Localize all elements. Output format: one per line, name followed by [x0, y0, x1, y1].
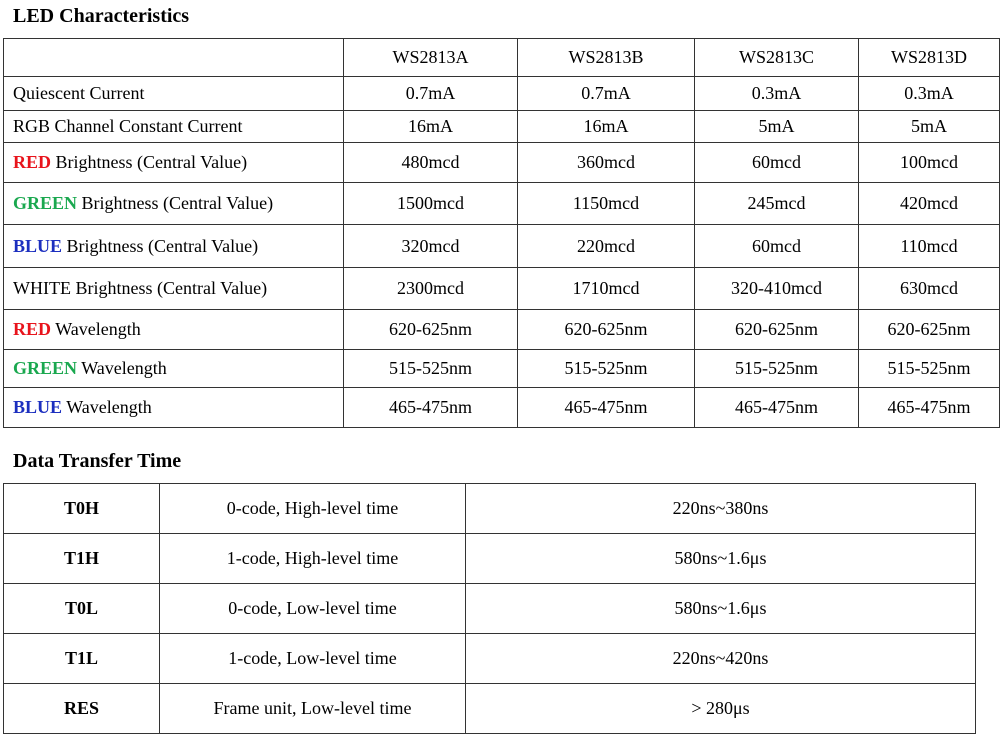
color-keyword: GREEN	[13, 193, 78, 213]
timing-value-cell: 580ns~1.6μs	[466, 584, 976, 634]
value-cell: 1710mcd	[518, 268, 695, 310]
timing-value-cell: 220ns~420ns	[466, 634, 976, 684]
value-cell: 515-525nm	[859, 350, 1000, 388]
timing-value-cell: 580ns~1.6μs	[466, 534, 976, 584]
column-header-model: WS2813D	[859, 39, 1000, 77]
parameter-label: Brightness (Central Value)	[51, 152, 248, 172]
color-keyword: BLUE	[13, 397, 63, 417]
value-cell: 515-525nm	[344, 350, 518, 388]
value-cell: 60mcd	[695, 225, 859, 268]
timing-symbol-cell: T1H	[4, 534, 160, 584]
color-keyword: RED	[13, 152, 52, 172]
parameter-label: Wavelength	[77, 358, 167, 378]
column-header-model: WS2813A	[344, 39, 518, 77]
value-cell: 0.3mA	[859, 77, 1000, 111]
color-keyword: RED	[13, 319, 52, 339]
parameter-cell	[4, 310, 344, 350]
value-cell: 220mcd	[518, 225, 695, 268]
table-row	[4, 684, 976, 734]
timing-description-cell: 1-code, High-level time	[160, 534, 466, 584]
timing-description-cell: Frame unit, Low-level time	[160, 684, 466, 734]
parameter-label: WHITE Brightness (Central Value)	[13, 278, 268, 298]
value-cell: 465-475nm	[695, 388, 859, 428]
color-keyword: GREEN	[13, 358, 78, 378]
value-cell: 245mcd	[695, 183, 859, 225]
timing-symbol-cell: RES	[4, 684, 160, 734]
timing-value-cell: > 280μs	[466, 684, 976, 734]
value-cell: 0.7mA	[518, 77, 695, 111]
timing-description-cell: 0-code, Low-level time	[160, 584, 466, 634]
value-cell: 110mcd	[859, 225, 1000, 268]
parameter-label: Wavelength	[62, 397, 152, 417]
led-characteristics-title: LED Characteristics	[13, 5, 190, 27]
value-cell: 360mcd	[518, 143, 695, 183]
table-row	[4, 268, 1000, 310]
parameter-label: Wavelength	[51, 319, 141, 339]
parameter-cell	[4, 388, 344, 428]
value-cell: 320mcd	[344, 225, 518, 268]
value-cell: 60mcd	[695, 143, 859, 183]
value-cell: 620-625nm	[695, 310, 859, 350]
value-cell: 0.7mA	[344, 77, 518, 111]
color-keyword: BLUE	[13, 235, 63, 256]
parameter-cell	[4, 268, 344, 310]
parameter-cell	[4, 225, 344, 268]
table-row	[4, 634, 976, 684]
table-row	[4, 225, 1000, 268]
parameter-label: Brightness (Central Value)	[62, 235, 259, 256]
value-cell: 620-625nm	[518, 310, 695, 350]
value-cell: 420mcd	[859, 183, 1000, 225]
value-cell: 620-625nm	[344, 310, 518, 350]
column-header-model: WS2813B	[518, 39, 695, 77]
parameter-cell	[4, 77, 344, 111]
value-cell: 480mcd	[344, 143, 518, 183]
value-cell: 515-525nm	[695, 350, 859, 388]
parameter-label: RGB Channel Constant Current	[13, 116, 243, 136]
table-row	[4, 77, 1000, 111]
table-row	[4, 534, 976, 584]
timing-description-cell: 0-code, High-level time	[160, 484, 466, 534]
value-cell: 0.3mA	[695, 77, 859, 111]
data-transfer-time-title: Data Transfer Time	[13, 450, 182, 472]
value-cell: 1150mcd	[518, 183, 695, 225]
value-cell: 16mA	[344, 111, 518, 143]
table-row	[4, 584, 976, 634]
value-cell: 16mA	[518, 111, 695, 143]
value-cell: 465-475nm	[859, 388, 1000, 428]
parameter-label: Quiescent Current	[13, 83, 145, 103]
table-row	[4, 350, 1000, 388]
value-cell: 100mcd	[859, 143, 1000, 183]
value-cell: 5mA	[859, 111, 1000, 143]
value-cell: 465-475nm	[344, 388, 518, 428]
data-transfer-time-table	[3, 483, 976, 734]
parameter-cell	[4, 350, 344, 388]
table-row	[4, 310, 1000, 350]
value-cell: 2300mcd	[344, 268, 518, 310]
led-characteristics-table	[3, 38, 1000, 428]
header-corner-cell	[4, 39, 344, 77]
value-cell: 620-625nm	[859, 310, 1000, 350]
parameter-cell	[4, 183, 344, 225]
timing-value-cell: 220ns~380ns	[466, 484, 976, 534]
parameter-cell	[4, 143, 344, 183]
value-cell: 320-410mcd	[695, 268, 859, 310]
value-cell: 465-475nm	[518, 388, 695, 428]
table-row	[4, 388, 1000, 428]
timing-description-cell: 1-code, Low-level time	[160, 634, 466, 684]
timing-symbol-cell: T0H	[4, 484, 160, 534]
value-cell: 1500mcd	[344, 183, 518, 225]
table-row	[4, 143, 1000, 183]
timing-symbol-cell: T1L	[4, 634, 160, 684]
parameter-label: Brightness (Central Value)	[77, 193, 274, 213]
value-cell: 630mcd	[859, 268, 1000, 310]
column-header-model: WS2813C	[695, 39, 859, 77]
table-header-row	[4, 39, 1000, 77]
value-cell: 515-525nm	[518, 350, 695, 388]
value-cell: 5mA	[695, 111, 859, 143]
table-row	[4, 484, 976, 534]
table-row	[4, 111, 1000, 143]
table-row	[4, 183, 1000, 225]
timing-symbol-cell: T0L	[4, 584, 160, 634]
parameter-cell	[4, 111, 344, 143]
